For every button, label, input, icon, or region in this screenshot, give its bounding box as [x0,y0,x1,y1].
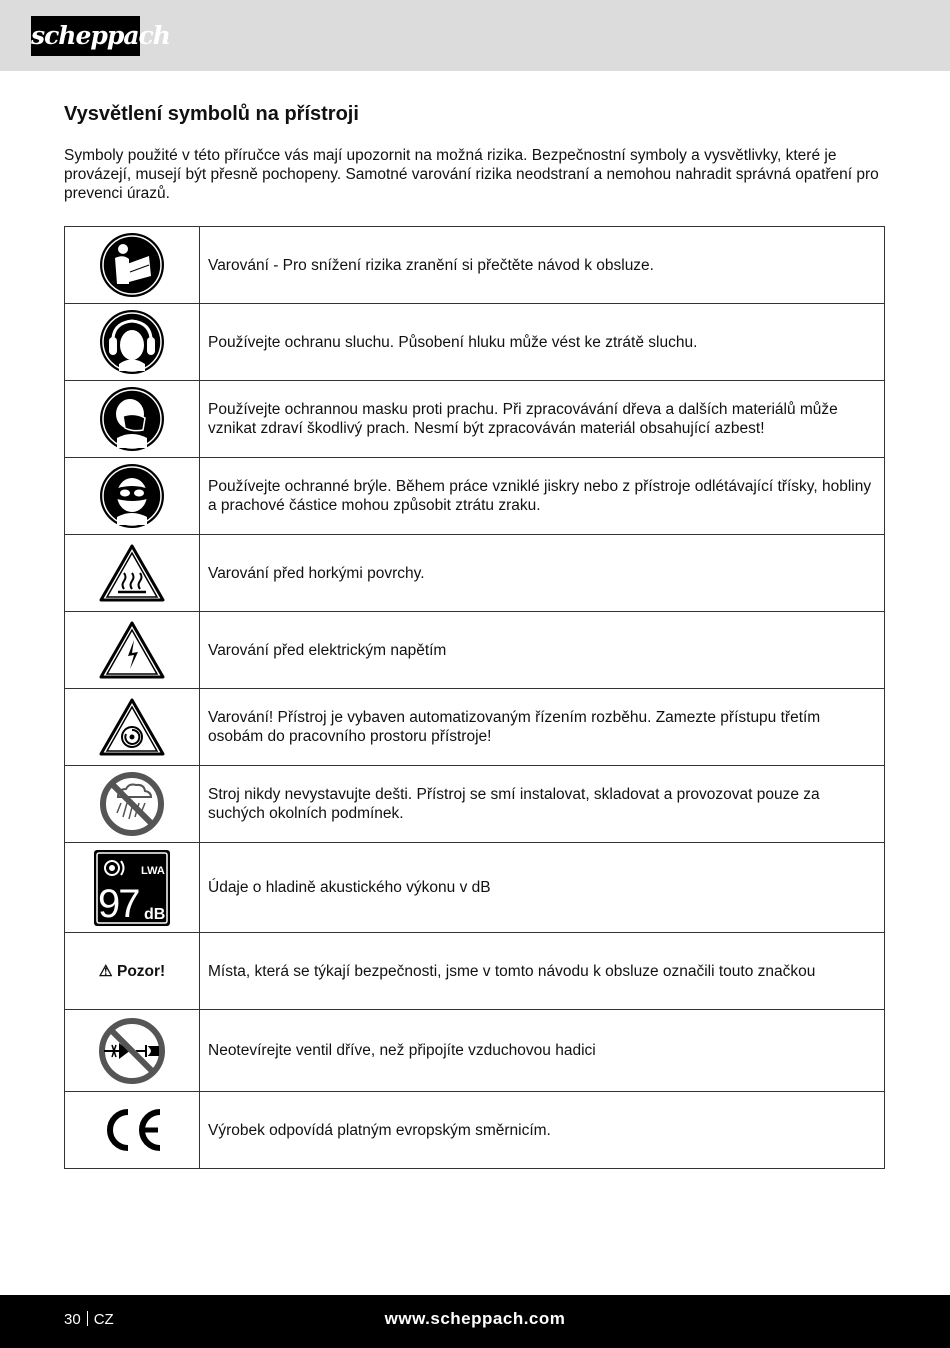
table-row [65,1092,885,1169]
lwa-label: LWA [141,864,165,877]
symbol-cell [65,689,200,766]
table-row [65,689,885,766]
symbol-cell [65,933,200,1010]
table-row [65,381,885,458]
header-bar [0,0,950,71]
read-manual-icon [99,232,165,298]
description-cell: Výrobek odpovídá platným evropským směrnicím. [200,1092,885,1169]
description-cell: Údaje o hladině akustického výkonu v dB [200,843,885,933]
ce-mark-icon [98,1106,166,1154]
description-cell: Používejte ochranu sluchu. Působení hluku může vést ke ztrátě sluchu. [200,304,885,381]
caution-sign-icon: ⚠ Pozor! [98,962,166,980]
hearing-protection-icon [99,309,165,375]
symbol-cell [65,1010,200,1092]
page-title: Vysvětlení symbolů na přístroji [64,103,359,125]
symbols-table [64,226,885,1169]
scheppach-logo: scheppach [31,16,140,56]
automatic-start-warning-icon [98,697,166,757]
table-row [65,304,885,381]
sound-level-unit: dB [144,905,166,923]
symbol-cell [65,766,200,843]
hot-surface-warning-icon [98,543,166,603]
electric-voltage-warning-icon [98,620,166,680]
description-cell: Místa, která se týkají bezpečnosti, jsme v tomto návodu k obsluze označili touto značkou [200,933,885,1010]
description-cell: Používejte ochrannou masku proti prachu. Při zpracovávání dřeva a dalších materiálů může vznikat zdraví škodlivý prach. Nesmí být zpracováván materiál obsahující azbest! [200,381,885,458]
symbol-cell [65,843,200,933]
symbol-cell [65,458,200,535]
table-row [65,227,885,304]
table-row [65,458,885,535]
description-cell: Neotevírejte ventil dříve, než připojíte vzduchovou hadici [200,1010,885,1092]
description-cell: Varování - Pro snížení rizika zranění si přečtěte návod k obsluze. [200,227,885,304]
dust-mask-icon [99,386,165,452]
description-cell: Varování před horkými povrchy. [200,535,885,612]
description-cell: Používejte ochranné brýle. Během práce vzniklé jiskry nebo z přístroje odlétávající třísky, hobliny a prachové částice mohou způsobit ztrátu zraku. [200,458,885,535]
table-row [65,612,885,689]
footer-bar [0,1295,950,1348]
safety-goggles-icon [99,463,165,529]
symbol-cell [65,381,200,458]
symbol-cell [65,1092,200,1169]
table-row [65,1010,885,1092]
sound-power-level-icon [93,849,171,927]
symbol-cell [65,612,200,689]
table-row [65,535,885,612]
description-cell: Varování! Přístroj je vybaven automatizovaným řízením rozběhu. Zamezte přístupu třetím osobám do pracovního prostoru přístroje! [200,689,885,766]
table-row [65,843,885,933]
no-valve-open-icon [98,1017,166,1085]
description-cell: Stroj nikdy nevystavujte dešti. Přístroj se smí instalovat, skladovat a provozovat pouze za suchých okolních podmínek. [200,766,885,843]
symbol-cell [65,535,200,612]
symbol-cell [65,227,200,304]
symbol-cell [65,304,200,381]
no-rain-icon [99,771,165,837]
page-number-value: 30 [64,1311,81,1328]
website-link[interactable]: www.scheppach.com [384,1309,566,1328]
table-row [65,766,885,843]
sound-level-value: 97 [98,881,139,926]
table-row [65,933,885,1010]
description-cell: Varování před elektrickým napětím [200,612,885,689]
language-code: CZ [93,1311,114,1328]
intro-paragraph: Symboly použité v této příručce vás mají upozornit na možná rizika. Bezpečnostní symboly a vysvětlivky, které je provázejí, musejí být přesně pochopeny. Samotné varování rizika neodstraní a nemohou nahradit správná opatření pro prevenci úrazů. [64,147,879,202]
